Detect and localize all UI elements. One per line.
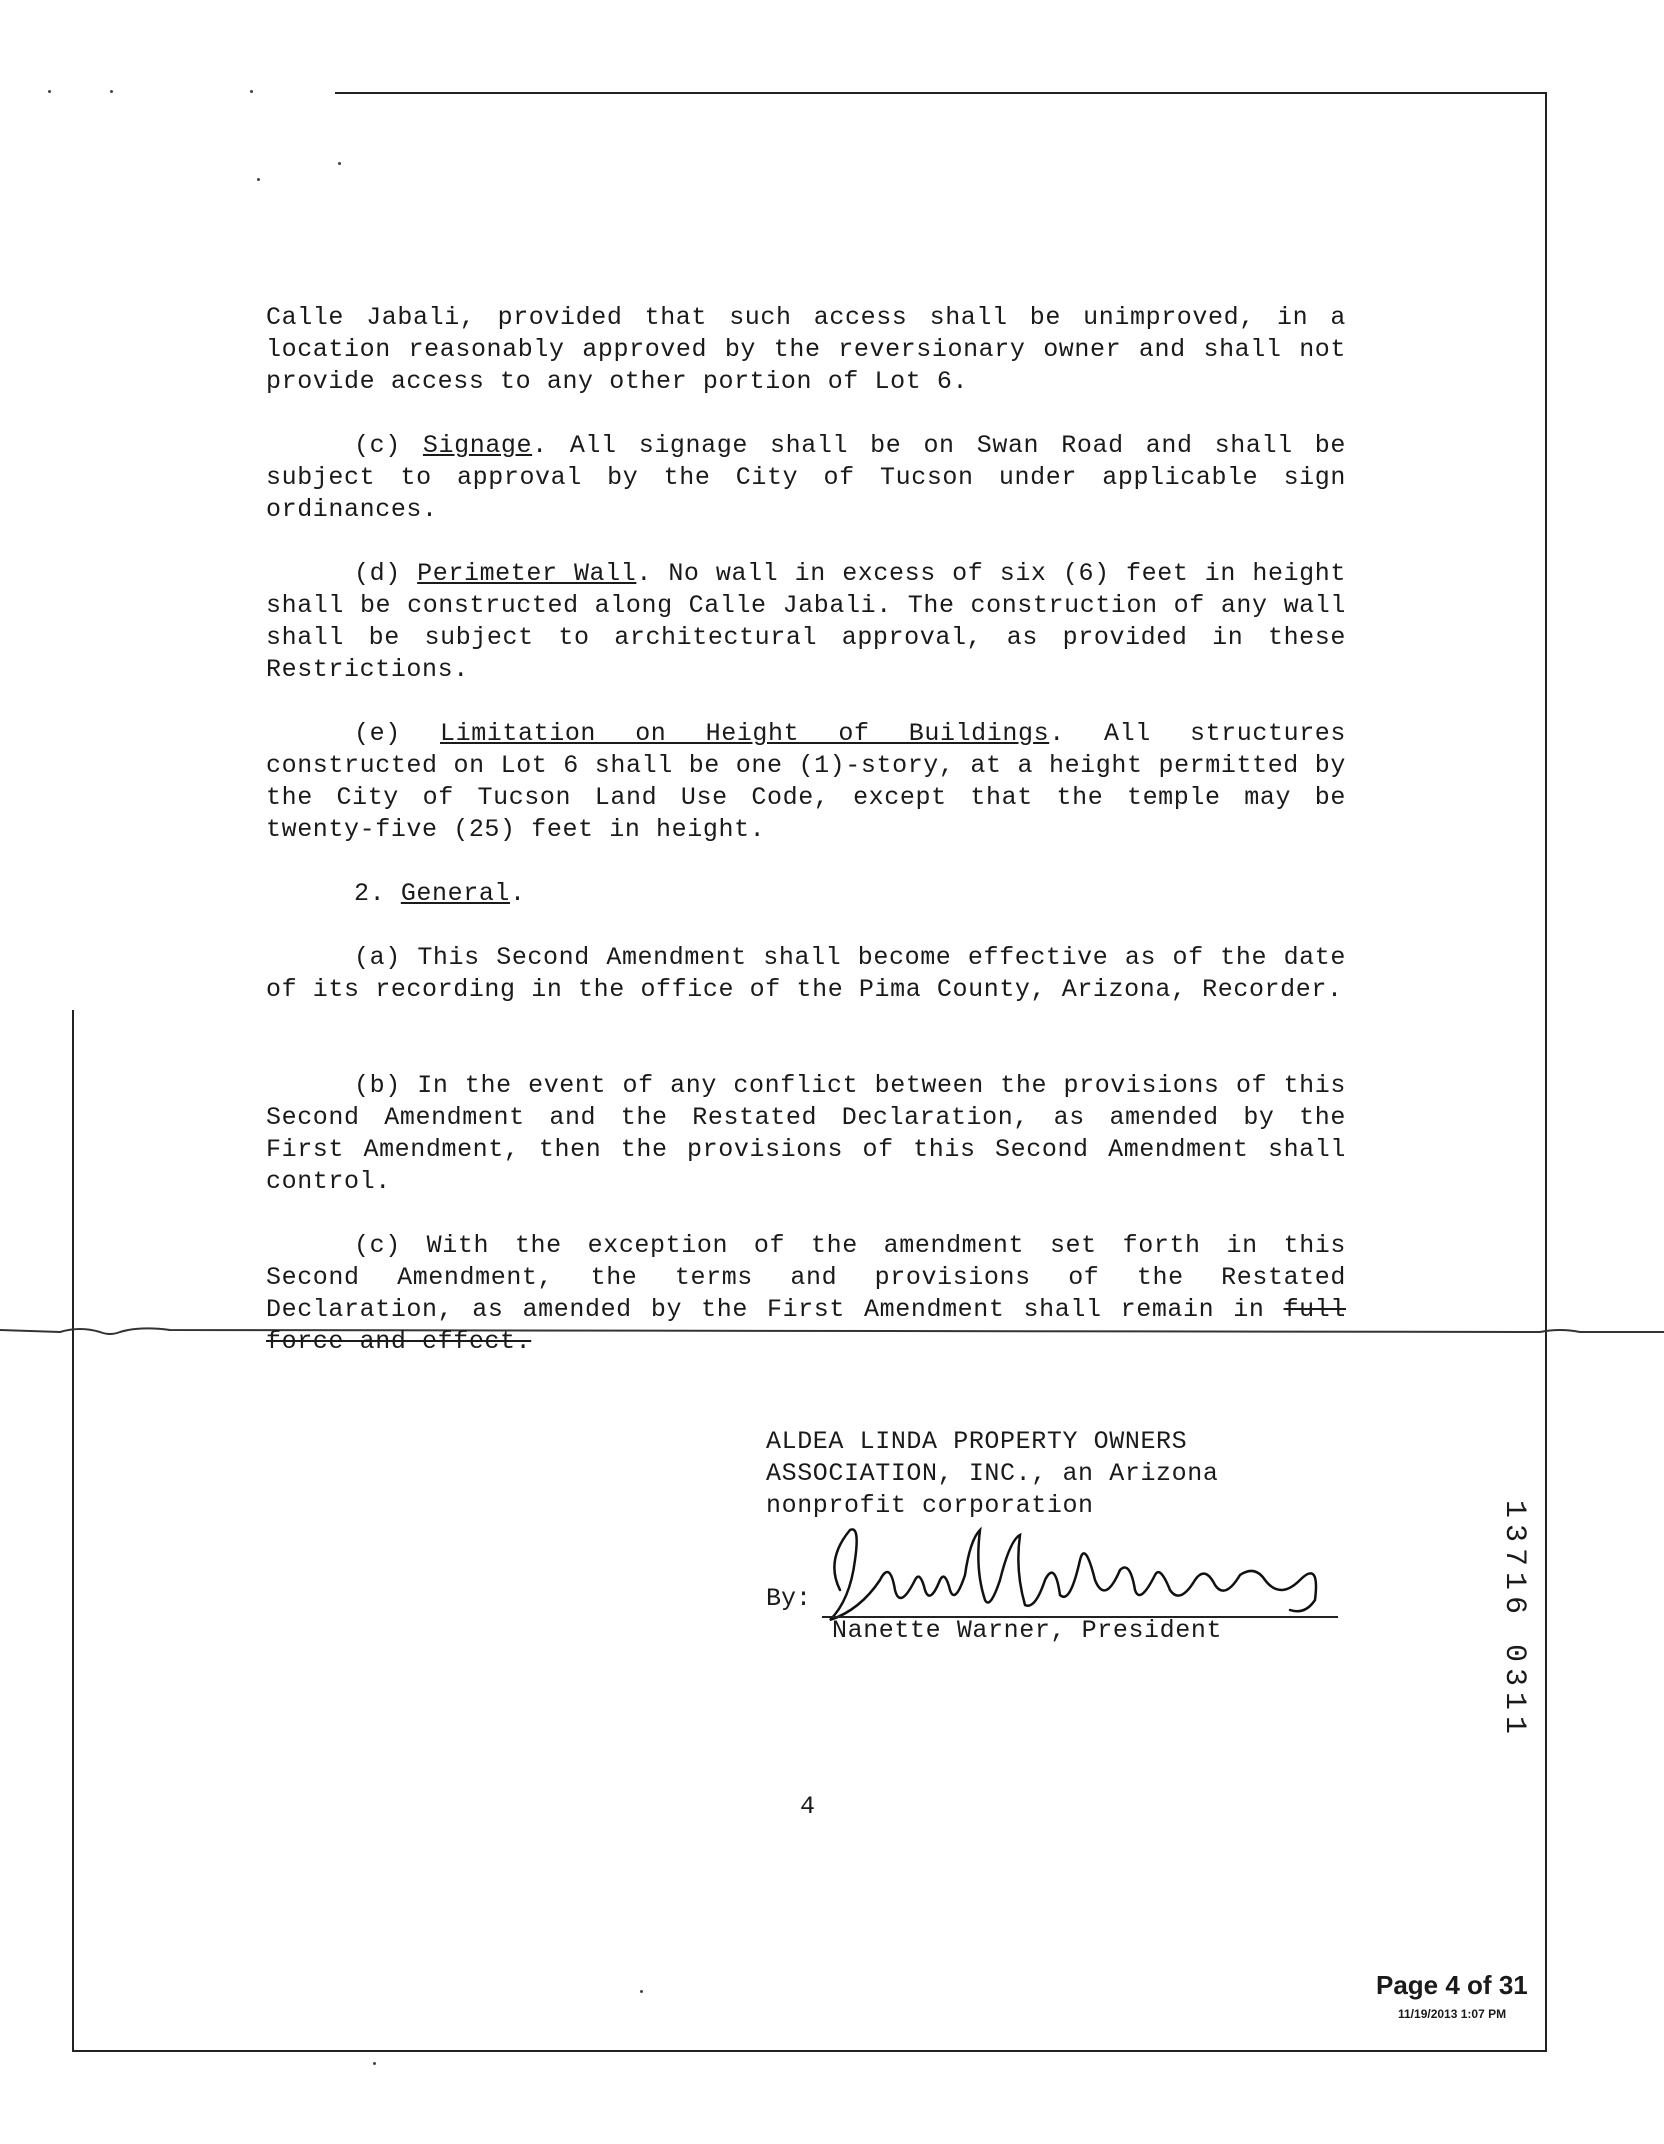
scan-speck bbox=[257, 178, 260, 181]
recording-stamp: 13716 0311 bbox=[1497, 1500, 1531, 1741]
footer-page-label: Page 4 of 31 bbox=[1376, 1970, 1528, 2000]
section-heading-perimeter-wall: Perimeter Wall bbox=[417, 559, 637, 588]
paragraph-prefix: 2. bbox=[354, 879, 401, 908]
entity-line-3: nonprofit corporation bbox=[766, 1491, 1094, 1520]
paragraph-text: . bbox=[510, 879, 526, 908]
scan-speck bbox=[640, 1990, 643, 1993]
handwritten-signature bbox=[820, 1520, 1340, 1630]
entity-line-2: ASSOCIATION, INC., an Arizona bbox=[766, 1459, 1219, 1488]
paragraph-height-limitation bbox=[266, 718, 1346, 846]
section-heading-signage: Signage bbox=[422, 431, 533, 460]
footer-timestamp: 11/19/2013 1:07 PM bbox=[1398, 2007, 1507, 2021]
page-border-top bbox=[335, 92, 1547, 94]
paragraph-text: . All structures constructed on Lot 6 shall be one (1)-story, at a height permitted by the City of Tucson Land Use Code, except that the temple may be twenty-five (25) feet in height. bbox=[266, 719, 1346, 844]
struck-text: full force and effect. bbox=[266, 1295, 1346, 1356]
page-number: 4 bbox=[800, 1792, 816, 1821]
signer-name: Nanette Warner, President bbox=[832, 1616, 1223, 1645]
paragraph-prefix: (d) bbox=[354, 559, 418, 588]
by-label: By: bbox=[766, 1584, 812, 1613]
section-heading-height-limitation: Limitation on Height of Buildings bbox=[440, 719, 1050, 748]
section-general bbox=[266, 878, 1346, 910]
scan-speck bbox=[48, 90, 51, 93]
paragraph-conflict: (b) In the event of any conflict between the provisions of this Second Amendment and the Restated Declaration, as amended by the First Amendment, then the provisions of this Second Amendment shall control. bbox=[266, 1071, 1346, 1196]
page-border-bottom bbox=[72, 2050, 1547, 2052]
paragraph-effective-date: (a) This Second Amendment shall become effective as of the date of its recording in the office of the Pima County, Arizona, Recorder. bbox=[266, 943, 1346, 1004]
paragraph-signage bbox=[266, 430, 1346, 526]
scan-speck bbox=[373, 2062, 376, 2065]
scan-speck bbox=[110, 90, 113, 93]
scan-speck bbox=[338, 162, 341, 165]
paragraph-text: . No wall in excess of six (6) feet in height shall be constructed along Calle Jabali. The construction of any wall shall be subject to architectural approval, as provided in these Restrictions. bbox=[266, 559, 1346, 684]
paragraph-calle-jabali: Calle Jabali, provided that such access shall be unimproved, in a location reasonably approved by the reversionary owner and shall not provide access to any other portion of Lot 6. bbox=[266, 303, 1346, 396]
page-border-left bbox=[72, 1010, 74, 2050]
paragraph-text: . All signage shall be on Swan Road and shall be subject to approval by the City of Tucson under applicable sign ordinances. bbox=[266, 431, 1346, 524]
paragraph-text: (c) With the exception of the amendment set forth in this Second Amendment, the terms and provisions of the Restated Declaration, as amended by the First Amendment shall remain in bbox=[266, 1231, 1346, 1324]
scan-speck bbox=[250, 90, 253, 93]
page-border-right bbox=[1545, 92, 1547, 2052]
paragraph-perimeter-wall bbox=[266, 558, 1346, 686]
entity-line-1: ALDEA LINDA PROPERTY OWNERS bbox=[766, 1427, 1188, 1456]
paragraph-remain-in-force bbox=[266, 1230, 1346, 1358]
paragraph-prefix: (c) bbox=[354, 431, 423, 460]
section-heading-general: General bbox=[400, 879, 511, 908]
paragraph-prefix: (e) bbox=[354, 719, 440, 748]
signature-entity bbox=[766, 1426, 1218, 1522]
